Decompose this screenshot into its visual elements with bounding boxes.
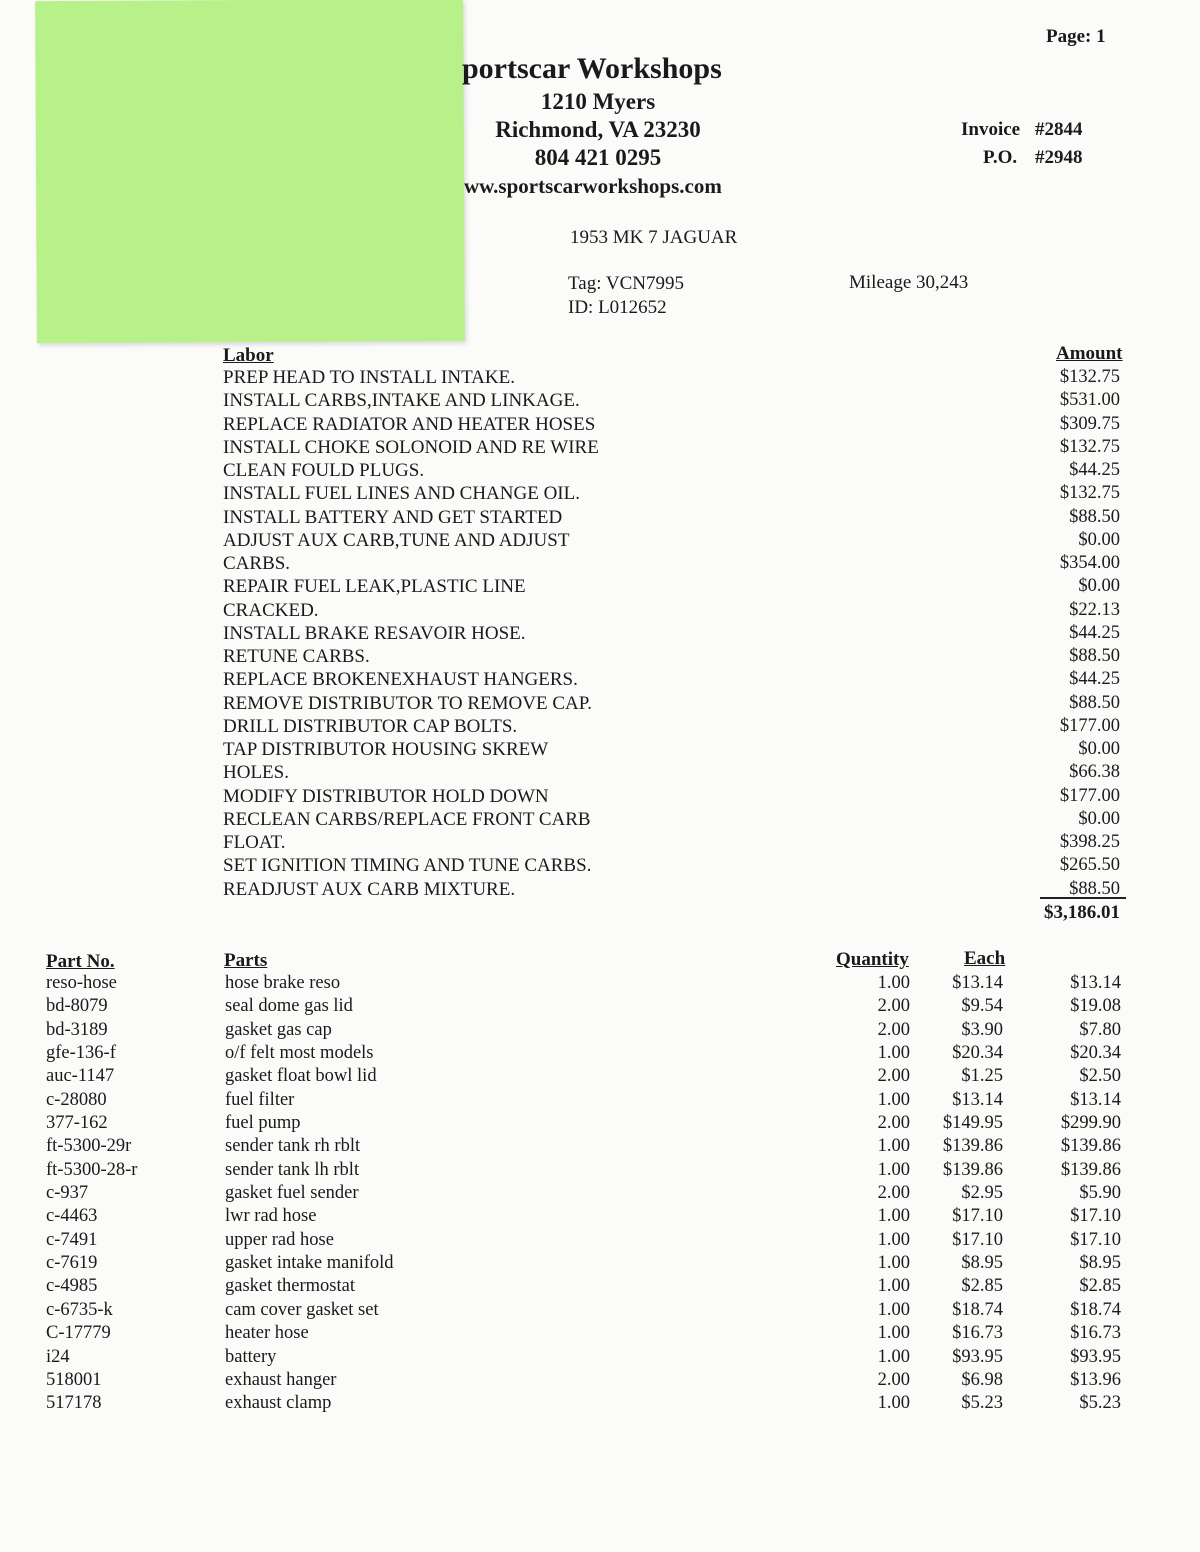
labor-line: HOLES. (223, 762, 289, 784)
part-quantity: 2.00 (877, 1113, 910, 1134)
labor-amount: $398.25 (1059, 832, 1120, 852)
part-line-total: $139.86 (1060, 1136, 1121, 1157)
part-quantity: 1.00 (877, 1276, 910, 1297)
labor-amount: $22.13 (1069, 599, 1120, 620)
part-line-total: $299.90 (1060, 1113, 1121, 1134)
part-line-total: $7.80 (1079, 1019, 1121, 1040)
part-line-total: $2.50 (1079, 1066, 1121, 1087)
part-description: gasket fuel sender (225, 1183, 359, 1204)
part-number: bd-3189 (46, 1019, 108, 1040)
labor-line: FLOAT. (223, 832, 286, 853)
part-no-header: Part No. (46, 951, 115, 972)
part-description-column (225, 972, 545, 1416)
part-each-price: $5.23 (961, 1393, 1003, 1414)
part-quantity: 1.00 (877, 1299, 910, 1320)
part-quantity: 1.00 (877, 1323, 910, 1344)
labor-amount: $0.00 (1078, 529, 1120, 550)
part-description: battery (225, 1346, 277, 1367)
part-each-price: $139.86 (942, 1159, 1003, 1180)
part-number: c-6735-k (46, 1299, 113, 1320)
part-quantity: 2.00 (877, 1369, 910, 1390)
part-number: c-7619 (46, 1253, 98, 1274)
part-quantity: 1.00 (877, 1229, 910, 1250)
labor-line: MODIFY DISTRIBUTOR HOLD DOWN (223, 785, 549, 807)
part-description: gasket gas cap (225, 1019, 332, 1040)
part-quantity: 1.00 (877, 973, 910, 993)
vehicle-tag: Tag: VCN7995 (568, 273, 685, 294)
labor-line: REPLACE BROKENEXHAUST HANGERS. (223, 669, 578, 691)
labor-line: INSTALL FUEL LINES AND CHANGE OIL. (223, 483, 580, 505)
vehicle-mileage: Mileage 30,243 (849, 272, 969, 293)
shop-phone: 804 421 0295 (534, 145, 662, 170)
part-number: c-4463 (46, 1206, 98, 1227)
part-quantity: 2.00 (877, 1066, 910, 1087)
part-each-price: $13.14 (952, 973, 1003, 993)
part-line-total: $13.14 (1070, 1089, 1121, 1110)
part-number: c-4985 (46, 1276, 98, 1297)
shop-website: ww.sportscarworkshops.com (464, 174, 722, 198)
labor-total: $3,186.01 (1044, 902, 1120, 923)
labor-amount: $44.25 (1069, 622, 1120, 643)
shop-address: 1210 Myers (540, 89, 656, 114)
part-each-price: $17.10 (952, 1229, 1003, 1250)
part-line-total: $13.96 (1070, 1369, 1121, 1390)
part-number: 518001 (46, 1369, 102, 1390)
part-line-total: $5.90 (1079, 1183, 1121, 1204)
part-description: gasket thermostat (225, 1276, 355, 1297)
part-number: c-7491 (46, 1229, 98, 1250)
labor-amount: $177.00 (1059, 785, 1120, 806)
part-number: C-17779 (46, 1323, 111, 1344)
labor-amount: $0.00 (1078, 576, 1120, 597)
invoice-number: #2844 (1035, 119, 1083, 140)
part-each-price: $139.86 (942, 1136, 1003, 1157)
part-quantity: 1.00 (877, 1206, 910, 1227)
part-line-total: $17.10 (1070, 1206, 1121, 1227)
shop-name: portscar Workshops (462, 52, 722, 85)
part-quantity: 1.00 (877, 1393, 910, 1414)
labor-line: REPAIR FUEL LEAK,PLASTIC LINE (223, 576, 526, 598)
part-description: fuel filter (225, 1089, 295, 1110)
part-quantity: 1.00 (877, 1043, 910, 1064)
labor-line: CARBS. (223, 553, 291, 574)
part-description: upper rad hose (225, 1229, 334, 1250)
labor-line: RECLEAN CARBS/REPLACE FRONT CARB (223, 808, 591, 830)
part-line-total: $8.95 (1079, 1253, 1121, 1274)
labor-amount: $177.00 (1059, 715, 1120, 736)
each-header: Each (964, 948, 1006, 969)
part-line-total: $16.73 (1070, 1323, 1121, 1344)
labor-amount: $66.38 (1069, 762, 1120, 783)
total-rule (1040, 897, 1126, 899)
labor-amount: $0.00 (1078, 808, 1120, 829)
part-number: 377-162 (46, 1113, 108, 1134)
labor-line: INSTALL BRAKE RESAVOIR HOSE. (223, 622, 526, 644)
part-description: sender tank rh rblt (225, 1136, 361, 1157)
part-each-price: $20.34 (952, 1043, 1003, 1064)
part-number: reso-hose (46, 973, 117, 993)
labor-amount: $44.25 (1069, 669, 1120, 690)
labor-amount: $88.50 (1069, 506, 1120, 527)
sticky-note (35, 0, 465, 343)
part-number-column (46, 972, 206, 1416)
labor-amount: $354.00 (1059, 553, 1120, 573)
part-description: o/f felt most models (225, 1043, 374, 1064)
shop-city: Richmond, VA 23230 (495, 117, 701, 142)
labor-amount: $88.50 (1069, 692, 1120, 713)
labor-amount: $0.00 (1078, 739, 1120, 759)
labor-amount: $88.50 (1069, 878, 1120, 899)
po-label: P.O. (983, 147, 1018, 168)
labor-lines (223, 366, 643, 901)
page-number: Page: 1 (1046, 26, 1106, 47)
part-each-price: $2.85 (961, 1276, 1003, 1297)
labor-line: TAP DISTRIBUTOR HOUSING SKREW (223, 739, 549, 760)
part-quantity: 1.00 (877, 1253, 910, 1274)
part-line-total: $93.95 (1070, 1346, 1121, 1367)
part-description: cam cover gasket set (225, 1299, 379, 1320)
labor-line: INSTALL BATTERY AND GET STARTED (223, 506, 563, 528)
labor-amount: $531.00 (1059, 390, 1120, 411)
part-quantity: 1.00 (877, 1346, 910, 1367)
part-each-price: $13.14 (952, 1089, 1003, 1110)
po-number: #2948 (1035, 147, 1083, 168)
parts-header: Parts (224, 950, 268, 971)
labor-amount: $309.75 (1059, 413, 1120, 434)
part-each-price: $1.25 (961, 1066, 1003, 1087)
part-each-price: $8.95 (961, 1253, 1003, 1274)
part-each-price: $3.90 (961, 1019, 1003, 1040)
part-description: hose brake reso (225, 973, 341, 993)
labor-amount: $265.50 (1059, 855, 1120, 876)
part-line-total: $19.08 (1070, 996, 1121, 1017)
part-description: seal dome gas lid (225, 996, 353, 1017)
part-line-total: $17.10 (1070, 1229, 1121, 1250)
labor-line: RETUNE CARBS. (223, 646, 370, 667)
invoice-label: Invoice (961, 119, 1021, 140)
amount-header: Amount (1056, 343, 1123, 364)
part-each-price: $149.95 (942, 1113, 1003, 1134)
part-each-price: $16.73 (952, 1323, 1003, 1344)
part-description: sender tank lh rblt (225, 1159, 360, 1180)
labor-line: INSTALL CARBS,INTAKE AND LINKAGE. (223, 390, 580, 412)
part-quantity-column (820, 972, 910, 1416)
labor-line: ADJUST AUX CARB,TUNE AND ADJUST (223, 529, 570, 551)
labor-amount: $132.75 (1059, 483, 1120, 504)
labor-amount: $132.75 (1059, 436, 1120, 457)
part-line-total: $20.34 (1070, 1043, 1121, 1064)
part-quantity: 2.00 (877, 996, 910, 1017)
labor-amount: $88.50 (1069, 646, 1120, 666)
labor-line: CRACKED. (223, 599, 319, 621)
labor-line: READJUST AUX CARB MIXTURE. (223, 878, 516, 900)
part-each-price: $17.10 (952, 1206, 1003, 1227)
part-description: gasket float bowl lid (225, 1066, 377, 1087)
part-number: i24 (46, 1346, 70, 1367)
part-quantity: 1.00 (877, 1136, 910, 1157)
labor-line: INSTALL CHOKE SOLONOID AND RE WIRE (223, 436, 599, 458)
part-each-price: $18.74 (952, 1299, 1003, 1320)
part-description: exhaust clamp (225, 1393, 332, 1414)
part-description: fuel pump (225, 1113, 301, 1134)
part-number: gfe-136-f (46, 1043, 116, 1064)
part-line-total: $18.74 (1070, 1299, 1121, 1320)
part-number: c-937 (46, 1183, 89, 1204)
part-number: c-28080 (46, 1089, 107, 1110)
part-description: exhaust hanger (225, 1369, 337, 1390)
labor-amount: $44.25 (1069, 460, 1120, 480)
vehicle-id: ID: L012652 (568, 297, 667, 318)
part-quantity: 2.00 (877, 1183, 910, 1204)
labor-line: REPLACE RADIATOR AND HEATER HOSES (223, 413, 596, 435)
part-line-total: $13.14 (1070, 973, 1121, 993)
part-each-price: $2.95 (961, 1183, 1003, 1204)
part-each-column (920, 972, 1003, 1416)
labor-line: CLEAN FOULD PLUGS. (223, 460, 425, 481)
part-quantity: 1.00 (877, 1159, 910, 1180)
part-quantity: 1.00 (877, 1089, 910, 1110)
part-line-total: $139.86 (1060, 1159, 1121, 1180)
part-each-price: $93.95 (952, 1346, 1003, 1367)
part-each-price: $6.98 (961, 1369, 1003, 1390)
labor-header: Labor (223, 345, 274, 366)
part-description: heater hose (225, 1323, 309, 1344)
labor-line: PREP HEAD TO INSTALL INTAKE. (223, 367, 515, 388)
part-description: lwr rad hose (225, 1206, 317, 1227)
labor-line: SET IGNITION TIMING AND TUNE CARBS. (223, 855, 592, 877)
part-quantity: 2.00 (877, 1019, 910, 1040)
part-total-column (1020, 972, 1121, 1416)
labor-amounts (960, 366, 1120, 901)
labor-line: DRILL DISTRIBUTOR CAP BOLTS. (223, 715, 518, 737)
labor-line: REMOVE DISTRIBUTOR TO REMOVE CAP. (223, 692, 592, 714)
quantity-header: Quantity (836, 949, 909, 970)
part-number: bd-8079 (46, 996, 108, 1017)
part-description: gasket intake manifold (225, 1253, 394, 1274)
part-number: auc-1147 (46, 1066, 115, 1087)
part-number: ft-5300-28-r (46, 1159, 138, 1180)
part-number: 517178 (46, 1393, 102, 1414)
labor-amount: $132.75 (1059, 367, 1120, 387)
part-line-total: $5.23 (1079, 1393, 1121, 1414)
vehicle-model: 1953 MK 7 JAGUAR (570, 227, 738, 248)
part-line-total: $2.85 (1079, 1276, 1121, 1297)
part-number: ft-5300-29r (46, 1136, 132, 1157)
part-each-price: $9.54 (961, 996, 1003, 1017)
